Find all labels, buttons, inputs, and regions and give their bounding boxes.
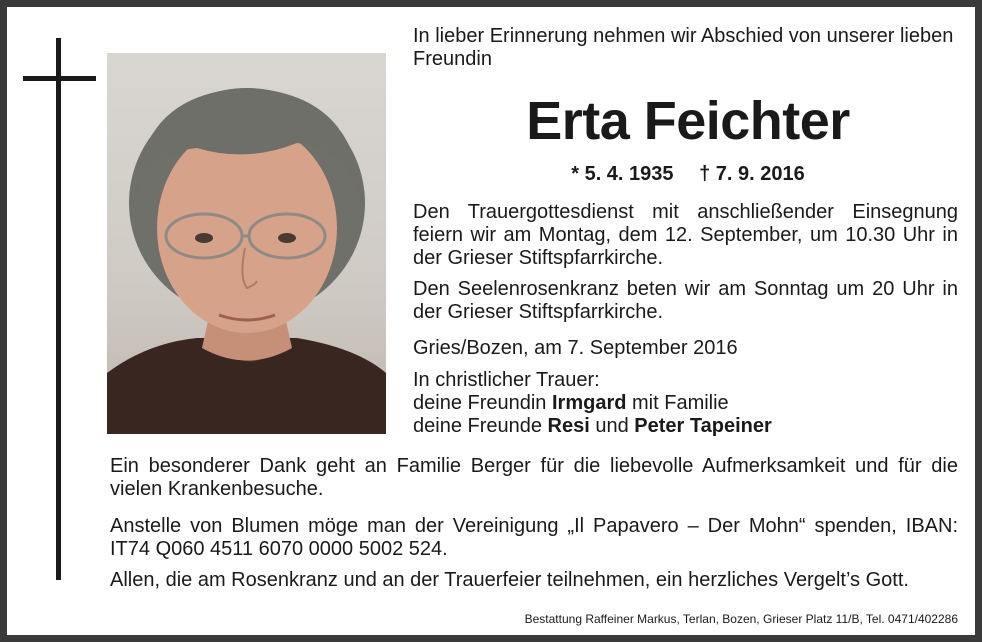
donation-text: Anstelle von Blumen möge man der Vereinigung „Il Papavero – Der Mohn“ spenden, IBAN: IT74 Q060 4511 6070 0000 5002 524. xyxy=(110,515,958,560)
mourner-line-2: deine Freunde Resi und Peter Tapeiner xyxy=(413,415,772,437)
mourner-resi: Resi xyxy=(547,415,590,437)
birth-date: * 5. 4. 1935 xyxy=(571,163,674,185)
mourners-block xyxy=(413,369,958,438)
cross-icon-bar xyxy=(23,76,96,81)
rosary-text: Den Seelenrosenkranz beten wir am Sonntag um 20 Uhr in der Grieser Stiftspfarrkirche. xyxy=(413,278,958,323)
place-date: Gries/Bozen, am 7. September 2016 xyxy=(413,337,738,359)
life-dates xyxy=(413,163,963,186)
closing-text: Allen, die am Rosenkranz und an der Trauerfeier teilnehmen, ein herzliches Vergelt’s Gott. xyxy=(110,569,909,591)
mourner-irmgard: Irmgard xyxy=(551,392,627,414)
mourner-line-1: deine Freundin Irmgard mit Familie xyxy=(413,392,729,414)
mourning-heading: In christlicher Trauer: xyxy=(413,369,600,391)
intro-text: In lieber Erinnerung nehmen wir Abschied von unserer lieben Freundin xyxy=(413,25,954,70)
deceased-name: Erta Feichter xyxy=(526,91,850,151)
cross-icon xyxy=(56,38,61,580)
portrait-photo xyxy=(107,53,386,434)
death-date: † 7. 9. 2016 xyxy=(699,163,805,185)
thanks-text: Ein besonderer Dank geht an Familie Berger für die liebevolle Aufmerksamkeit und für die vielen Krankenbesuche. xyxy=(110,455,958,500)
funeral-home-footer: Bestattung Raffeiner Markus, Terlan, Bozen, Grieser Platz 11/B, Tel. 0471/402286 xyxy=(524,612,958,626)
service-text: Den Trauergottesdienst mit anschließender Einsegnung feiern wir am Montag, dem 12. September, um 10.30 Uhr in der Grieser Stiftspfarrkirche. xyxy=(413,201,958,269)
mourner-peter: Peter Tapeiner xyxy=(634,415,772,437)
